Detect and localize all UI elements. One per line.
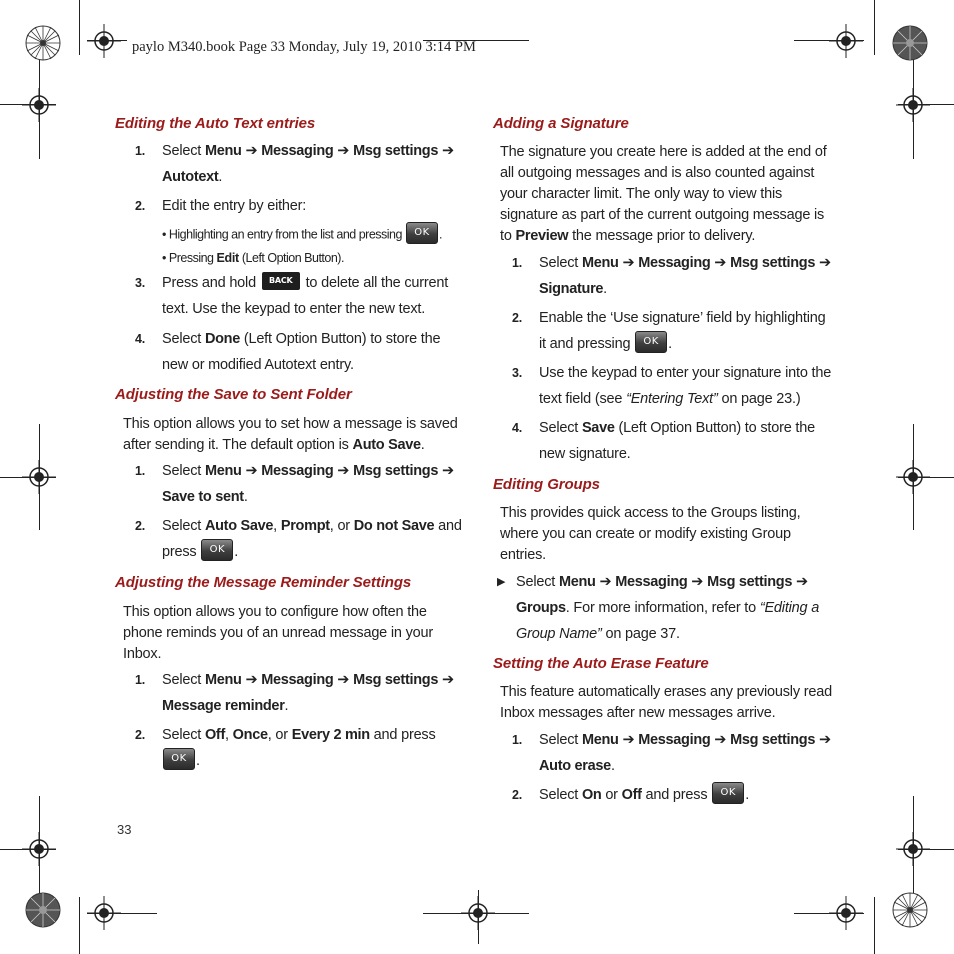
step-item: 1. Select Menu ➔ Messaging ➔ Msg settings ➔ Auto erase. [512,732,831,774]
registration-mark-icon [896,460,930,494]
section-paragraph: This provides quick access to the Groups listing, where you can create or modify existing Group entries. [500,505,801,563]
registration-mark-icon [87,896,121,930]
step-item: 3. Use the keypad to enter your signature into the text field (see “Entering Text” on page 23.) [512,365,832,407]
bullet-item: • Highlighting an entry from the list and pressing OK . [162,224,442,246]
section-paragraph: This option allows you to configure how often the phone reminds you of an unread message in your Inbox. [123,604,433,662]
print-header: paylo M340.book Page 33 Monday, July 19, 2010 3:14 PM [132,39,476,55]
section-paragraph: This option allows you to set how a message is saved after sending it. The default option is Auto Save. [123,416,458,453]
registration-mark-icon [461,896,495,930]
ok-key-icon: OK [635,331,667,353]
section-heading-auto-text: Editing the Auto Text entries [115,115,316,132]
registration-mark-icon [829,896,863,930]
registration-mark-icon [829,24,863,58]
color-rosette-icon [892,892,928,928]
step-item: 2. Edit the entry by either: [135,198,307,214]
crop-line [79,897,80,954]
ok-key-icon: OK [712,782,744,804]
section-heading-signature: Adding a Signature [493,115,629,132]
ok-key-icon: OK [163,748,195,770]
crop-line [874,0,875,55]
crop-line [79,0,80,55]
step-item: 3. Press and hold BACK to delete all the current text. Use the keypad to enter the new text. [162,270,462,322]
section-heading-auto-erase: Setting the Auto Erase Feature [493,655,709,672]
registration-mark-icon [896,832,930,866]
page-number: 33 [117,822,132,837]
step-item: 1. Select Menu ➔ Messaging ➔ Msg settings ➔ Autotext. [135,143,454,185]
ok-key-icon: OK [406,222,438,244]
step-item: 4. Select Done (Left Option Button) to store the new or modified Autotext entry. [135,331,441,373]
color-rosette-icon [25,892,61,928]
section-heading-save-to-sent: Adjusting the Save to Sent Folder [115,386,352,403]
step-item: 1. Select Menu ➔ Messaging ➔ Msg settings ➔ Signature. [512,255,831,297]
step-item: 1. Select Menu ➔ Messaging ➔ Msg settings ➔ Save to sent. [135,463,454,505]
section-heading-groups: Editing Groups [493,476,600,493]
color-rosette-icon [892,25,928,61]
section-paragraph: This feature automatically erases any previously read Inbox messages after new messages arrive. [500,684,832,721]
registration-mark-icon [87,24,121,58]
step-item: 1. Select Menu ➔ Messaging ➔ Msg settings ➔ Message reminder. [135,672,454,714]
step-item: ▶ Select Menu ➔ Messaging ➔ Msg settings ➔ Groups. For more information, refer to “Editing a Group Name” on page 37. [516,569,836,647]
color-rosette-icon [25,25,61,61]
section-heading-message-reminder: Adjusting the Message Reminder Settings [115,574,412,591]
bullet-item: • Pressing Edit (Left Option Button). [162,251,344,265]
crop-line [874,897,875,954]
step-item: 2. Select On or Off and press OK . [539,782,839,808]
registration-mark-icon [22,832,56,866]
step-item: 4. Select Save (Left Option Button) to store the new signature. [512,420,815,462]
registration-mark-icon [22,88,56,122]
step-item: 2. Enable the ‘Use signature’ field by highlighting it and pressing OK . [512,310,826,352]
ok-key-icon: OK [201,539,233,561]
section-paragraph: The signature you create here is added at the end of all outgoing messages and is also counted against your character limit. The only way to view this signature as part of the current outgoing message is to Preview the message prior to delivery. [500,144,827,244]
step-item: 2. Select Auto Save, Prompt, or Do not Save and press OK . [135,518,462,560]
registration-mark-icon [22,460,56,494]
registration-mark-icon [896,88,930,122]
triangle-bullet-icon: ▶ [497,576,506,588]
back-key-icon: BACK [262,272,300,290]
step-item: 2. Select Off, Once, or Every 2 min and press OK . [135,727,436,769]
